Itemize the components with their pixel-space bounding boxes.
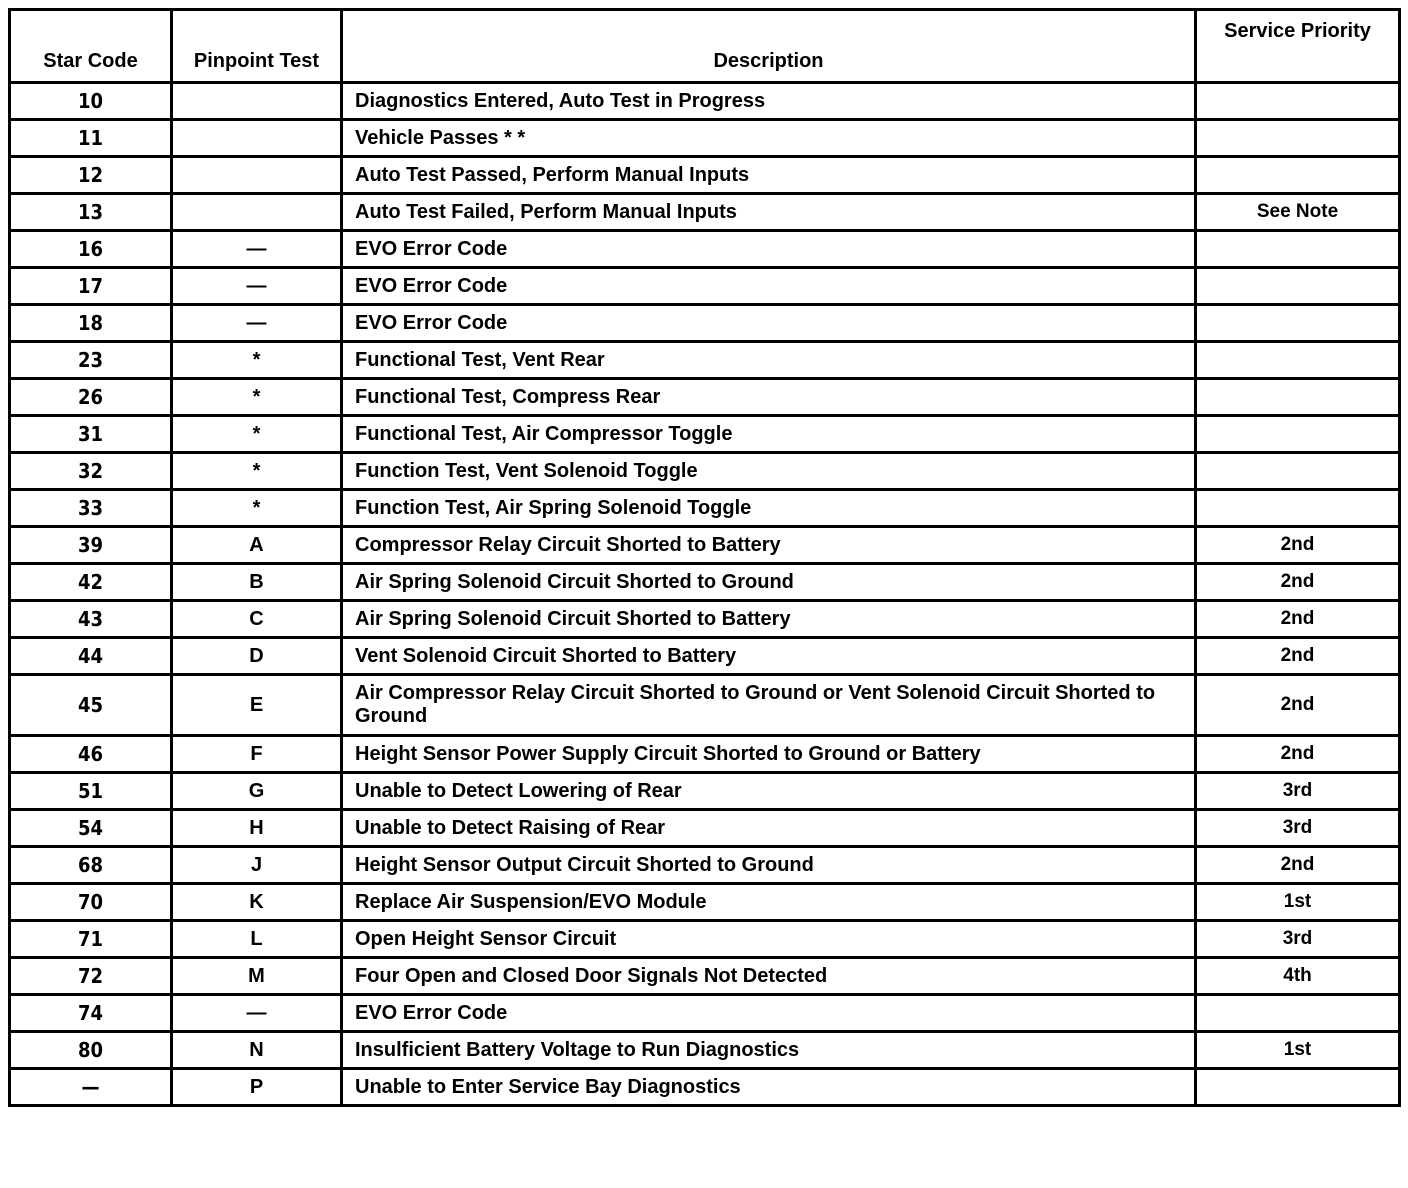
- table-row: [10, 194, 1400, 231]
- pinpoint-test-cell: [172, 120, 342, 157]
- pinpoint-test-cell: B: [172, 564, 342, 601]
- service-priority-cell: [1196, 231, 1400, 268]
- service-priority-cell: 1st: [1196, 884, 1400, 921]
- description-cell: Air Spring Solenoid Circuit Shorted to Ground: [342, 564, 1196, 601]
- service-priority-cell: 3rd: [1196, 810, 1400, 847]
- star-code-cell: —: [10, 1069, 172, 1106]
- star-code-cell: 32: [10, 453, 172, 490]
- service-priority-cell: 2nd: [1196, 847, 1400, 884]
- service-priority-cell: [1196, 120, 1400, 157]
- pinpoint-test-cell: D: [172, 638, 342, 675]
- table-row: [10, 157, 1400, 194]
- star-code-cell: 44: [10, 638, 172, 675]
- pinpoint-test-cell: *: [172, 490, 342, 527]
- table-row: [10, 268, 1400, 305]
- description-cell: Height Sensor Output Circuit Shorted to Ground: [342, 847, 1196, 884]
- table-row: [10, 1032, 1400, 1069]
- table-row: [10, 379, 1400, 416]
- pinpoint-test-cell: E: [172, 675, 342, 736]
- table-row: [10, 490, 1400, 527]
- description-cell: EVO Error Code: [342, 231, 1196, 268]
- star-code-cell: 42: [10, 564, 172, 601]
- service-priority-cell: [1196, 995, 1400, 1032]
- description-cell: Functional Test, Compress Rear: [342, 379, 1196, 416]
- table-row: [10, 810, 1400, 847]
- table-row: [10, 342, 1400, 379]
- star-code-cell: 16: [10, 231, 172, 268]
- service-priority-cell: [1196, 379, 1400, 416]
- star-code-cell: 68: [10, 847, 172, 884]
- pinpoint-test-cell: *: [172, 416, 342, 453]
- table-row: [10, 675, 1400, 736]
- description-cell: Vehicle Passes * *: [342, 120, 1196, 157]
- pinpoint-test-cell: P: [172, 1069, 342, 1106]
- header-pinpoint-test: Pinpoint Test: [172, 10, 342, 83]
- star-code-cell: 13: [10, 194, 172, 231]
- star-code-cell: 33: [10, 490, 172, 527]
- service-priority-cell: [1196, 83, 1400, 120]
- star-code-cell: 10: [10, 83, 172, 120]
- star-code-cell: 80: [10, 1032, 172, 1069]
- service-priority-cell: 2nd: [1196, 675, 1400, 736]
- service-priority-cell: [1196, 342, 1400, 379]
- pinpoint-test-cell: [172, 194, 342, 231]
- table-row: [10, 638, 1400, 675]
- service-priority-cell: 2nd: [1196, 564, 1400, 601]
- pinpoint-test-cell: K: [172, 884, 342, 921]
- table-row: [10, 564, 1400, 601]
- description-cell: Replace Air Suspension/EVO Module: [342, 884, 1196, 921]
- table-body: [10, 83, 1400, 1106]
- pinpoint-test-cell: H: [172, 810, 342, 847]
- description-cell: Functional Test, Vent Rear: [342, 342, 1196, 379]
- description-cell: Unable to Enter Service Bay Diagnostics: [342, 1069, 1196, 1106]
- description-cell: Functional Test, Air Compressor Toggle: [342, 416, 1196, 453]
- description-cell: Compressor Relay Circuit Shorted to Battery: [342, 527, 1196, 564]
- star-code-cell: 46: [10, 736, 172, 773]
- table-row: [10, 120, 1400, 157]
- table-row: [10, 83, 1400, 120]
- table-row: [10, 1069, 1400, 1106]
- pinpoint-test-cell: [172, 83, 342, 120]
- pinpoint-test-cell: G: [172, 773, 342, 810]
- diagnostic-codes-table: [8, 8, 1401, 1107]
- star-code-cell: 11: [10, 120, 172, 157]
- pinpoint-test-cell: —: [172, 995, 342, 1032]
- star-code-cell: 45: [10, 675, 172, 736]
- star-code-cell: 51: [10, 773, 172, 810]
- star-code-cell: 72: [10, 958, 172, 995]
- description-cell: Auto Test Passed, Perform Manual Inputs: [342, 157, 1196, 194]
- description-cell: Unable to Detect Lowering of Rear: [342, 773, 1196, 810]
- description-cell: Four Open and Closed Door Signals Not Detected: [342, 958, 1196, 995]
- service-priority-cell: [1196, 305, 1400, 342]
- service-priority-cell: 2nd: [1196, 638, 1400, 675]
- diagnostic-codes-table-wrapper: [8, 8, 1398, 1186]
- service-priority-cell: [1196, 490, 1400, 527]
- service-priority-cell: [1196, 453, 1400, 490]
- star-code-cell: 74: [10, 995, 172, 1032]
- description-cell: Air Spring Solenoid Circuit Shorted to Battery: [342, 601, 1196, 638]
- pinpoint-test-cell: F: [172, 736, 342, 773]
- star-code-cell: 39: [10, 527, 172, 564]
- pinpoint-test-cell: L: [172, 921, 342, 958]
- description-cell: Unable to Detect Raising of Rear: [342, 810, 1196, 847]
- star-code-cell: 18: [10, 305, 172, 342]
- description-cell: Open Height Sensor Circuit: [342, 921, 1196, 958]
- description-cell: Insulficient Battery Voltage to Run Diagnostics: [342, 1032, 1196, 1069]
- table-row: [10, 601, 1400, 638]
- header-service-priority: Service Priority: [1196, 10, 1400, 83]
- description-cell: EVO Error Code: [342, 268, 1196, 305]
- pinpoint-test-cell: —: [172, 268, 342, 305]
- table-header: [10, 10, 1400, 83]
- service-priority-cell: [1196, 268, 1400, 305]
- service-priority-cell: 3rd: [1196, 773, 1400, 810]
- description-cell: Air Compressor Relay Circuit Shorted to Ground or Vent Solenoid Circuit Shorted to Ground: [342, 675, 1196, 736]
- service-priority-cell: [1196, 157, 1400, 194]
- star-code-cell: 12: [10, 157, 172, 194]
- star-code-cell: 71: [10, 921, 172, 958]
- service-priority-cell: [1196, 1069, 1400, 1106]
- description-cell: EVO Error Code: [342, 305, 1196, 342]
- star-code-cell: 31: [10, 416, 172, 453]
- service-priority-cell: [1196, 416, 1400, 453]
- pinpoint-test-cell: —: [172, 305, 342, 342]
- pinpoint-test-cell: *: [172, 453, 342, 490]
- table-row: [10, 884, 1400, 921]
- pinpoint-test-cell: M: [172, 958, 342, 995]
- service-priority-cell: 1st: [1196, 1032, 1400, 1069]
- description-cell: Function Test, Vent Solenoid Toggle: [342, 453, 1196, 490]
- service-priority-cell: 3rd: [1196, 921, 1400, 958]
- table-row: [10, 847, 1400, 884]
- header-row: [10, 10, 1400, 83]
- table-row: [10, 416, 1400, 453]
- pinpoint-test-cell: *: [172, 379, 342, 416]
- table-row: [10, 527, 1400, 564]
- table-row: [10, 231, 1400, 268]
- service-priority-cell: See Note: [1196, 194, 1400, 231]
- table-row: [10, 773, 1400, 810]
- pinpoint-test-cell: *: [172, 342, 342, 379]
- star-code-cell: 43: [10, 601, 172, 638]
- star-code-cell: 17: [10, 268, 172, 305]
- description-cell: Diagnostics Entered, Auto Test in Progress: [342, 83, 1196, 120]
- service-priority-cell: 2nd: [1196, 736, 1400, 773]
- star-code-cell: 54: [10, 810, 172, 847]
- description-cell: Vent Solenoid Circuit Shorted to Battery: [342, 638, 1196, 675]
- description-cell: Auto Test Failed, Perform Manual Inputs: [342, 194, 1196, 231]
- table-row: [10, 958, 1400, 995]
- service-priority-cell: 4th: [1196, 958, 1400, 995]
- description-cell: Height Sensor Power Supply Circuit Shorted to Ground or Battery: [342, 736, 1196, 773]
- table-row: [10, 995, 1400, 1032]
- service-priority-cell: 2nd: [1196, 601, 1400, 638]
- pinpoint-test-cell: J: [172, 847, 342, 884]
- star-code-cell: 70: [10, 884, 172, 921]
- table-row: [10, 921, 1400, 958]
- pinpoint-test-cell: —: [172, 231, 342, 268]
- pinpoint-test-cell: N: [172, 1032, 342, 1069]
- header-description: Description: [342, 10, 1196, 83]
- description-cell: EVO Error Code: [342, 995, 1196, 1032]
- pinpoint-test-cell: A: [172, 527, 342, 564]
- pinpoint-test-cell: C: [172, 601, 342, 638]
- header-star-code: Star Code: [10, 10, 172, 83]
- table-row: [10, 305, 1400, 342]
- star-code-cell: 26: [10, 379, 172, 416]
- table-row: [10, 736, 1400, 773]
- table-row: [10, 453, 1400, 490]
- description-cell: Function Test, Air Spring Solenoid Toggle: [342, 490, 1196, 527]
- service-priority-cell: 2nd: [1196, 527, 1400, 564]
- star-code-cell: 23: [10, 342, 172, 379]
- pinpoint-test-cell: [172, 157, 342, 194]
